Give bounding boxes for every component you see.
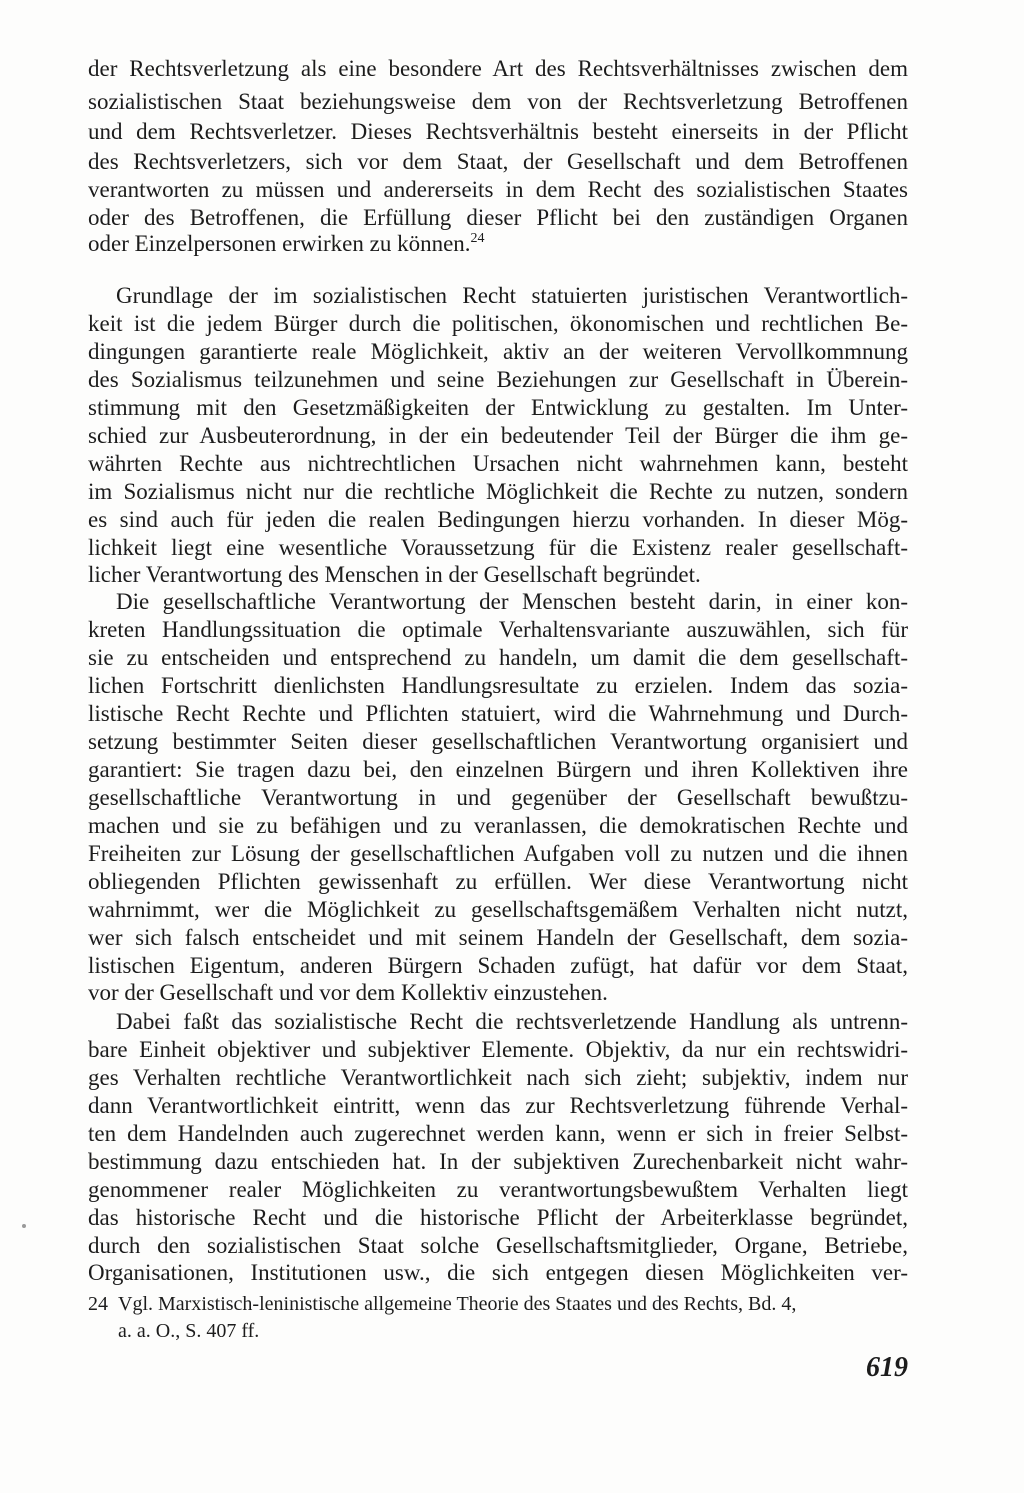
text-line: ges Verhalten rechtliche Verantwortlichkeit nach sich zieht; subjektiv, indem nur xyxy=(88,1065,908,1090)
text-line: ten dem Handelnden auch zugerechnet werden kann, wenn er sich in freier Selbst- xyxy=(88,1121,908,1146)
text-line: wer sich falsch entscheidet und mit seinem Handeln der Gesellschaft, dem sozia- xyxy=(88,925,908,950)
text-line: keit ist die jedem Bürger durch die politischen, ökonomischen und rechtlichen Be- xyxy=(88,311,908,336)
text-line: und dem Rechtsverletzer. Dieses Rechtsverhältnis besteht einerseits in der Pflicht xyxy=(88,119,908,144)
footnote-reference: 24 xyxy=(470,231,485,246)
text-line: währten Rechte aus nichtrechtlichen Ursachen nicht wahrnehmen kann, besteht xyxy=(88,451,908,476)
text-line: garantiert: Sie tragen dazu bei, den einzelnen Bürgern und ihren Kollektiven ihre xyxy=(88,757,908,782)
text-line: gesellschaftliche Verantwortung in und gegenüber der Gesellschaft bewußtzu- xyxy=(88,785,908,810)
text-line: bare Einheit objektiver und subjektiver Elemente. Objektiv, da nur ein rechtswidri- xyxy=(88,1037,908,1062)
text-line: setzung bestimmter Seiten dieser gesellschaftlichen Verantwortung organisiert und xyxy=(88,729,908,754)
text-line: listische Recht Rechte und Pflichten statuiert, wird die Wahrnehmung und Durch- xyxy=(88,701,908,726)
text-line: Organisationen, Institutionen usw., die sich entgegen diesen Möglichkeiten ver- xyxy=(88,1260,908,1285)
text-line: Freiheiten zur Lösung der gesellschaftlichen Aufgaben voll zu nutzen und die ihnen xyxy=(88,841,908,866)
page-number: 619 xyxy=(866,1352,908,1383)
text-line: bestimmung dazu entschieden hat. In der subjektiven Zurechenbarkeit nicht wahr- xyxy=(88,1149,908,1174)
text-line: wahrnimmt, wer die Möglichkeit zu gesellschaftsgemäßem Verhalten nicht nutzt, xyxy=(88,897,908,922)
text-line: des Sozialismus teilzunehmen und seine Beziehungen zur Gesellschaft in Überein- xyxy=(88,367,908,392)
text-line: lichen Fortschritt dienlichsten Handlungsresultate zu erzielen. Indem das sozia- xyxy=(88,673,908,698)
text-line: verantworten zu müssen und andererseits in dem Recht des sozialistischen Staates xyxy=(88,177,908,202)
footnote-text: Vgl. Marxistisch-leninistische allgemeine Theorie des Staates und des Rechts, Bd. 4, xyxy=(118,1293,797,1315)
text-line: lichkeit liegt eine wesentliche Voraussetzung für die Existenz realer gesellschaft- xyxy=(88,535,908,560)
text-line: es sind auch für jeden die realen Bedingungen hierzu vorhanden. In dieser Mög- xyxy=(88,507,908,532)
text-line: machen und sie zu befähigen und zu veranlassen, die demokratischen Rechte und xyxy=(88,813,908,838)
text-line: oder des Betroffenen, die Erfüllung dieser Pflicht bei den zuständigen Organen xyxy=(88,205,908,230)
footnote-line xyxy=(88,1292,908,1316)
text-line: dann Verantwortlichkeit eintritt, wenn das zur Rechtsverletzung führende Verhal- xyxy=(88,1093,908,1118)
text-line: Die gesellschaftliche Verantwortung der Menschen besteht darin, in einer kon- xyxy=(116,589,908,614)
text-line: sie zu entscheiden und entsprechend zu handeln, um damit die dem gesellschaft- xyxy=(88,645,908,670)
text-line: durch den sozialistischen Staat solche Gesellschaftsmitglieder, Organe, Betriebe, xyxy=(88,1233,908,1258)
text-line: stimmung mit den Gesetzmäßigkeiten der Entwicklung zu gestalten. Im Unter- xyxy=(88,395,908,420)
text-line: genommener realer Möglichkeiten zu verantwortungsbewußtem Verhalten liegt xyxy=(88,1177,908,1202)
text-line: das historische Recht und die historische Pflicht der Arbeiterklasse begründet, xyxy=(88,1205,908,1230)
text-line: schied zur Ausbeuterordnung, in der ein bedeutender Teil der Bürger die ihm ge- xyxy=(88,423,908,448)
text-line: im Sozialismus nicht nur die rechtliche Möglichkeit die Rechte zu nutzen, sondern xyxy=(88,479,908,504)
text-line: Dabei faßt das sozialistische Recht die rechtsverletzende Handlung als untrenn- xyxy=(116,1009,908,1034)
footnote-number: 24 xyxy=(88,1293,108,1315)
text-fragment: oder Einzelpersonen erwirken zu können. xyxy=(88,231,471,256)
text-line: der Rechtsverletzung als eine besondere Art des Rechtsverhältnisses zwischen dem xyxy=(88,56,908,81)
text-line xyxy=(88,230,908,257)
text-line: vor der Gesellschaft und vor dem Kollektiv einzustehen. xyxy=(88,980,608,1005)
scan-speck xyxy=(22,1224,26,1228)
text-line: licher Verantwortung des Menschen in der Gesellschaft begründet. xyxy=(88,562,701,587)
text-line: Grundlage der im sozialistischen Recht statuierten juristischen Verantwortlich- xyxy=(116,283,908,308)
text-line: dingungen garantierte reale Möglichkeit, aktiv an der weiteren Vervollkommnung xyxy=(88,339,908,364)
footnote-line: a. a. O., S. 407 ff. xyxy=(118,1320,260,1342)
text-line: listischen Eigentum, anderen Bürgern Schaden zufügt, hat dafür vor dem Staat, xyxy=(88,953,908,978)
text-line: des Rechtsverletzers, sich vor dem Staat, der Gesellschaft und dem Betroffenen xyxy=(88,149,908,174)
text-line: sozialistischen Staat beziehungsweise dem von der Rechtsverletzung Betroffenen xyxy=(88,89,908,114)
text-line: kreten Handlungssituation die optimale Verhaltensvariante auszuwählen, sich für xyxy=(88,617,908,642)
text-line: obliegenden Pflichten gewissenhaft zu erfüllen. Wer diese Verantwortung nicht xyxy=(88,869,908,894)
